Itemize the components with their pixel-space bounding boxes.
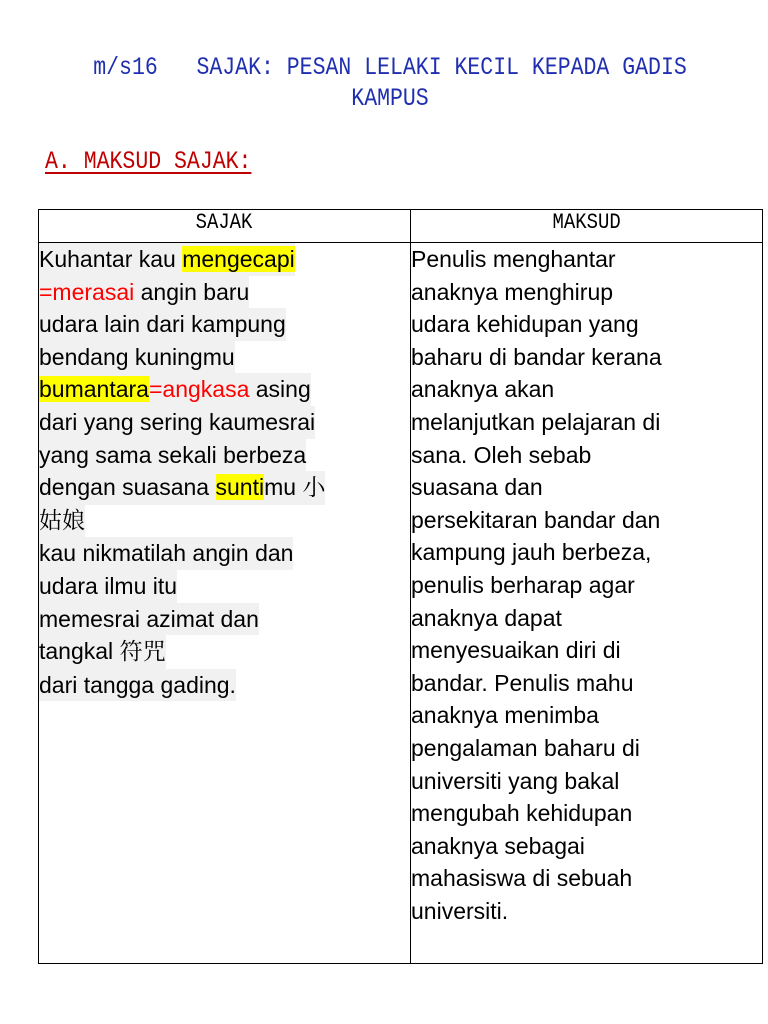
poem-line: tangkal 符咒 [39, 635, 166, 669]
maksud-line: persekitaran bandar dan [411, 506, 661, 533]
maksud-line: melanjutkan pelajaran di [411, 408, 661, 435]
poem-line: =merasai angin baru [39, 276, 249, 309]
maksud-line: universiti. [411, 897, 509, 924]
poem-line: memesrai azimat dan [39, 603, 259, 636]
chinese-note: 符咒 [119, 639, 166, 666]
maksud-line: anaknya dapat [411, 604, 562, 631]
maksud-line: sana. Oleh sebab [411, 441, 592, 468]
poem-table [38, 209, 763, 964]
title-line-2: KAMPUS [351, 84, 429, 113]
poem-line: udara ilmu itu [39, 570, 177, 603]
maksud-line: Penulis menghantar [411, 246, 616, 272]
maksud-line: suasana dan [411, 474, 543, 501]
poem-line: dengan suasana suntimu 小 [39, 471, 325, 505]
chinese-note: 小 [302, 475, 326, 502]
title-line-1: m/s16 SAJAK: PESAN LELAKI KECIL KEPADA GADIS [93, 53, 687, 82]
poem-line: bumantara=angkasa asing [39, 373, 311, 406]
meaning-note: =angkasa [148, 376, 250, 403]
poem-line: udara lain dari kampung [39, 308, 286, 341]
highlighted-word: mengecapi [182, 246, 295, 272]
meaning-note: =merasai [39, 278, 135, 305]
maksud-line: penulis berharap agar [411, 571, 635, 598]
maksud-line: universiti yang bakal [411, 767, 620, 794]
poem-line: bendang kuningmu [39, 341, 235, 374]
maksud-line: mengubah kehidupan [411, 800, 633, 827]
maksud-line: baharu di bandar kerana [411, 343, 662, 370]
maksud-line: anaknya menghirup [411, 278, 614, 305]
maksud-line: bandar. Penulis mahu [411, 669, 634, 696]
poem-line: Kuhantar kau mengecapi [39, 243, 295, 276]
poem-line: dari tangga gading. [39, 669, 236, 702]
maksud-cell [411, 243, 763, 964]
header-maksud: MAKSUD [411, 210, 763, 243]
maksud-line: kampung jauh berbeza, [411, 539, 652, 566]
highlighted-word: bumantara [39, 376, 149, 403]
maksud-line: udara kehidupan yang [411, 311, 639, 338]
highlighted-word: sunti [215, 474, 265, 501]
maksud-line: menyesuaikan diri di [411, 637, 621, 664]
poem-line: dari yang sering kaumesrai [39, 406, 315, 439]
table-body-row [39, 243, 763, 964]
maksud-line: anaknya menimba [411, 702, 599, 729]
maksud-line: mahasiswa di sebuah [411, 865, 633, 892]
poem-line: kau nikmatilah angin dan [39, 537, 293, 570]
section-heading: A. MAKSUD SAJAK: [45, 147, 252, 176]
chinese-note: 姑娘 [39, 505, 85, 538]
table-header-row [39, 210, 763, 243]
maksud-line: anaknya akan [411, 376, 555, 403]
maksud-line: pengalaman baharu di [411, 734, 640, 761]
poem-line: yang sama sekali berbeza [39, 439, 306, 472]
maksud-line: anaknya sebagai [411, 832, 585, 859]
sajak-cell [39, 243, 411, 964]
header-sajak: SAJAK [39, 210, 411, 243]
page-title [89, 52, 691, 114]
